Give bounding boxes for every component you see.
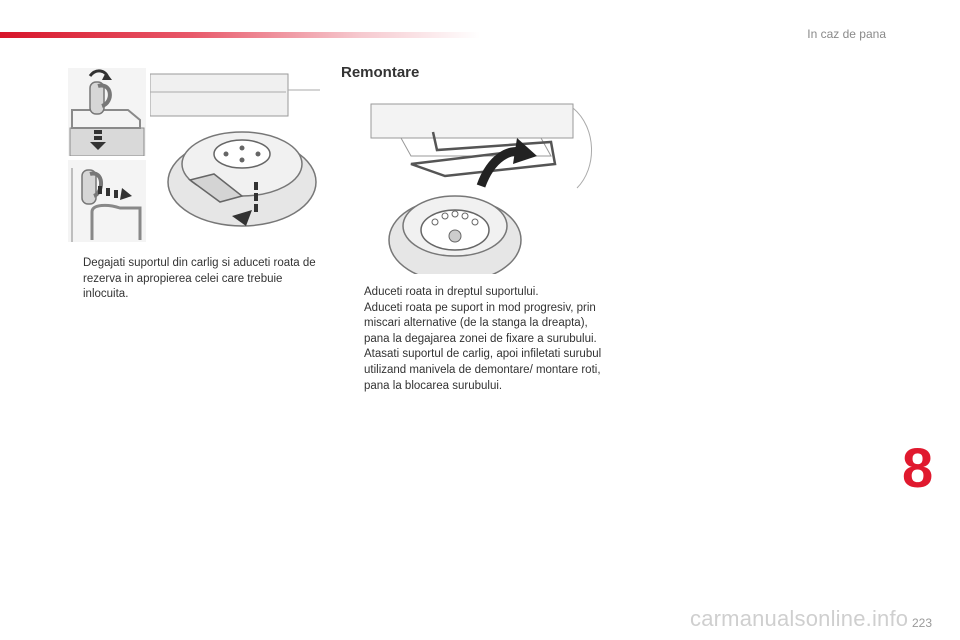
spare-wheel-lowering-icon	[150, 70, 320, 232]
list-item	[341, 285, 603, 301]
watermark: carmanualsonline.info	[690, 606, 909, 631]
hook-release-top-icon	[68, 68, 146, 156]
step-text: Degajati suportul din carlig si aduceti roata de rezerva in apropierea celei care trebuie inlocuita.	[83, 257, 316, 301]
step-text: Aduceti roata in dreptul suportului.	[364, 286, 539, 298]
left-steps-list	[60, 256, 320, 303]
step-text: Atasati suportul de carlig, apoi infiletati surubul utilizand manivela de demontare/ montare roti, pana la blocarea surubului.	[364, 348, 602, 392]
list-item	[341, 301, 603, 348]
section-heading: Remontare	[341, 64, 420, 81]
step-text: Aduceti roata pe suport in mod progresiv, prin miscari alternative (de la stanga la dreapta), pana la degajarea zonei de fixare a surubului.	[364, 301, 597, 345]
list-item	[341, 347, 603, 394]
list-item	[60, 256, 320, 303]
section-title: In caz de pana	[807, 27, 886, 41]
right-steps-list	[341, 285, 603, 394]
top-accent-bar	[0, 32, 480, 38]
spare-wheel-refit-icon	[341, 98, 601, 274]
hook-release-bottom-icon	[68, 160, 146, 242]
chapter-number: 8	[902, 436, 934, 499]
page-number: 223	[912, 616, 933, 630]
